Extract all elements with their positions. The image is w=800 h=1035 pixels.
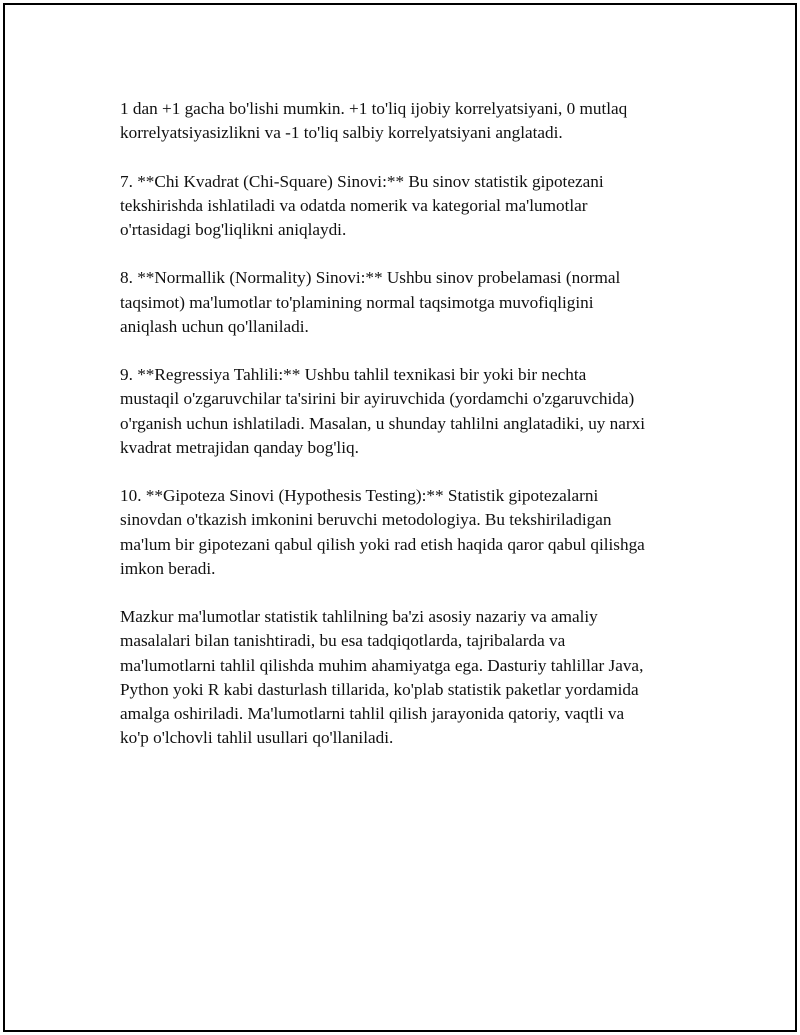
paragraph-regression xyxy=(120,363,700,460)
paragraph-hypothesis-testing xyxy=(120,484,700,581)
text-line: 10. **Gipoteza Sinovi (Hypothesis Testing):** Statistik gipotezalarni xyxy=(120,486,599,506)
text-line: imkon beradi. xyxy=(120,558,216,578)
text-line: o'rganish uchun ishlatiladi. Masalan, u shunday tahlilni anglatadiki, uy narxi xyxy=(120,413,645,433)
text-line: sinovdan o'tkazish imkonini beruvchi metodologiya. Bu tekshiriladigan xyxy=(120,510,612,530)
text-line: 8. **Normallik (Normality) Sinovi:** Ushbu sinov probelamasi (normal xyxy=(120,268,621,288)
paragraph-normality xyxy=(120,266,700,339)
text-line: 1 dan +1 gacha bo'lishi mumkin. +1 to'liq ijobiy korrelyatsiyani, 0 mutlaq xyxy=(120,99,628,118)
text-line: 9. **Regressiya Tahlili:** Ushbu tahlil texnikasi bir yoki bir nechta xyxy=(120,365,587,385)
document-body xyxy=(120,97,700,775)
text-line: amalga oshiriladi. Ma'lumotlarni tahlil qilish jarayonida qatoriy, vaqtli va xyxy=(120,704,625,723)
text-line: Mazkur ma'lumotlar statistik tahlilning ba'zi asosiy nazariy va amaliy xyxy=(120,607,598,627)
text-line: kvadrat metrajidan qanday bog'liq. xyxy=(120,437,359,457)
text-line: taqsimot) ma'lumotlar to'plamining normal taqsimotga muvofiqligini xyxy=(120,292,594,312)
text-line: ko'p o'lchovli tahlil usullari qo'llaniladi. xyxy=(120,728,394,748)
text-line: mustaqil o'zgaruvchilar ta'sirini bir ayiruvchida (yordamchi o'zgaruvchida) xyxy=(120,389,635,409)
text-line: tekshirishda ishlatiladi va odatda nomerik va kategorial ma'lumotlar xyxy=(120,195,588,215)
text-line: aniqlash uchun qo'llaniladi. xyxy=(120,316,309,336)
text-line: korrelyatsiyasizlikni va -1 to'liq salbiy korrelyatsiyani anglatadi. xyxy=(120,123,563,143)
paragraph-summary xyxy=(120,605,700,750)
paragraph-correlation-range xyxy=(120,97,700,145)
page-frame xyxy=(3,3,797,1032)
paragraph-chi-square xyxy=(120,170,700,243)
text-line: masalalari bilan tanishtiradi, bu esa tadqiqotlarda, tajribalarda va xyxy=(120,631,566,651)
text-line: ma'lum bir gipotezani qabul qilish yoki rad etish haqida qaror qabul qilishga xyxy=(120,534,645,554)
text-line: o'rtasidagi bog'liqlikni aniqlaydi. xyxy=(120,220,347,239)
text-line: Python yoki R kabi dasturlash tillarida, ko'plab statistik paketlar yordamida xyxy=(120,679,639,699)
text-line: 7. **Chi Kvadrat (Chi-Square) Sinovi:** Bu sinov statistik gipotezani xyxy=(120,171,604,191)
text-line: ma'lumotlarni tahlil qilishda muhim ahamiyatga ega. Dasturiy tahlillar Java, xyxy=(120,655,644,675)
